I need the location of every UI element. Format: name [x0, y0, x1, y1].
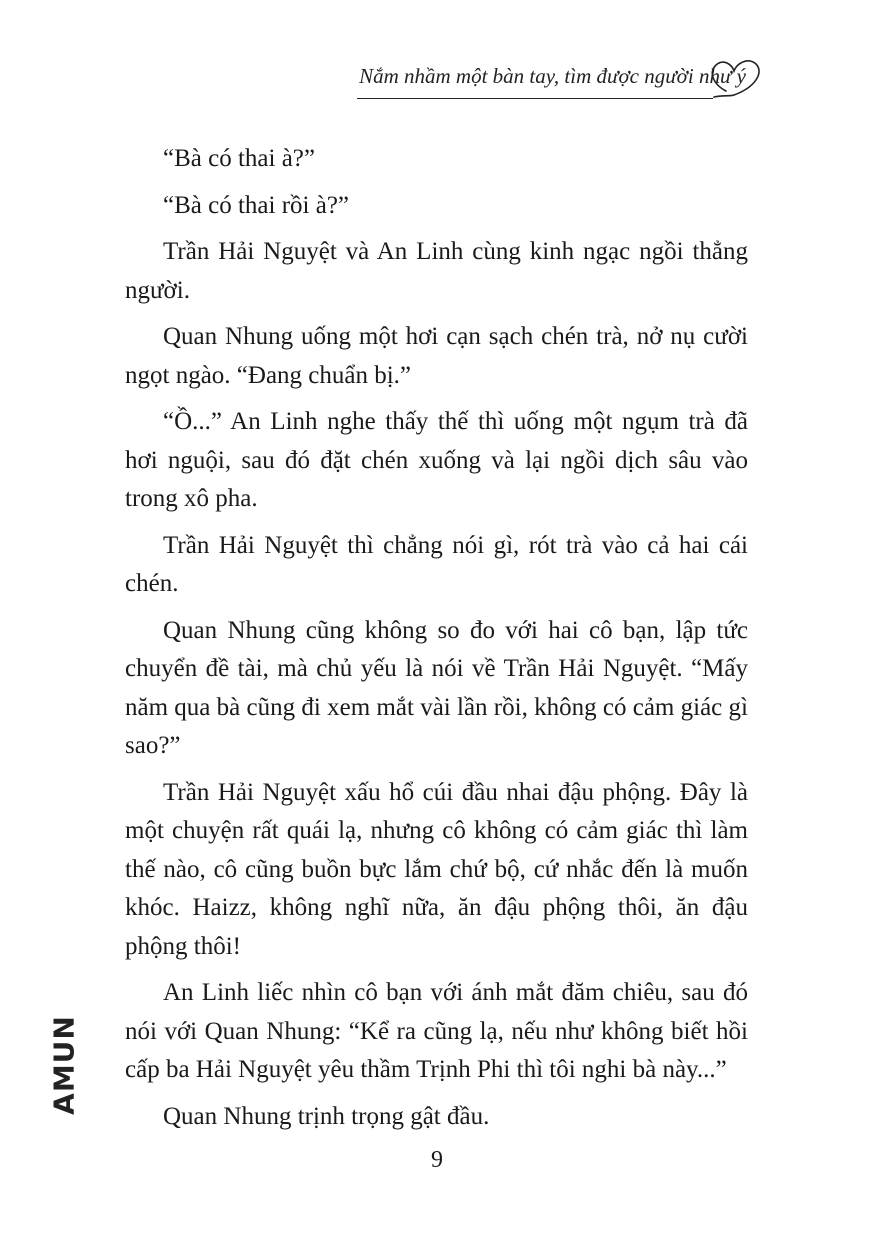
- paragraph: Trần Hải Nguyệt và An Linh cùng kinh ngạc ngồi thẳng người.: [125, 238, 748, 304]
- paragraph: “Ồ...” An Linh nghe thấy thế thì uống một ngụm trà đã hơi nguội, sau đó đặt chén xuống và lại ngồi dịch sâu vào trong xô pha.: [125, 408, 748, 512]
- paragraph: “Bà có thai à?”: [163, 145, 315, 172]
- publisher-logo-text: AMUN: [47, 1015, 81, 1115]
- heart-icon: [704, 55, 764, 101]
- body-text: [125, 140, 748, 1144]
- paragraph: “Bà có thai rồi à?”: [163, 191, 350, 219]
- publisher-logo: [40, 1015, 88, 1115]
- paragraph: An Linh liếc nhìn cô bạn với ánh mắt đăm chiêu, sau đó nói với Quan Nhung: “Kể ra cũng lạ, nếu như không biết hồi cấp ba Hải Nguyệt yêu thầm Trịnh Phi thì tôi nghi bà này...”: [125, 979, 748, 1083]
- running-header: Nắm nhầm một bàn tay, tìm được người như ý: [359, 64, 746, 88]
- paragraph: Quan Nhung cũng không so đo với hai cô bạn, lập tức chuyển đề tài, mà chủ yếu là nói về Trần Hải Nguyệt. “Mấy năm qua bà cũng đi xem mắt vài lần rồi, không có cảm giác gì sao?”: [125, 616, 748, 759]
- paragraph: Quan Nhung uống một hơi cạn sạch chén trà, nở nụ cười ngọt ngào. “Đang chuẩn bị.”: [125, 323, 748, 389]
- header-rule: [357, 98, 713, 99]
- paragraph: Quan Nhung trịnh trọng gật đầu.: [163, 1102, 490, 1130]
- page-number: 9: [431, 1147, 443, 1173]
- paragraph: Trần Hải Nguyệt xấu hổ cúi đầu nhai đậu phộng. Đây là một chuyện rất quái lạ, nhưng cô không có cảm giác thì làm thế nào, cô cũng buồn bực lắm chứ bộ, cứ nhắc đến là muốn khóc. Haizz, không nghĩ nữa, ăn đậu phộng thôi, ăn đậu phộng thôi!: [125, 778, 748, 960]
- paragraph: Trần Hải Nguyệt thì chẳng nói gì, rót trà vào cả hai cái chén.: [125, 531, 748, 597]
